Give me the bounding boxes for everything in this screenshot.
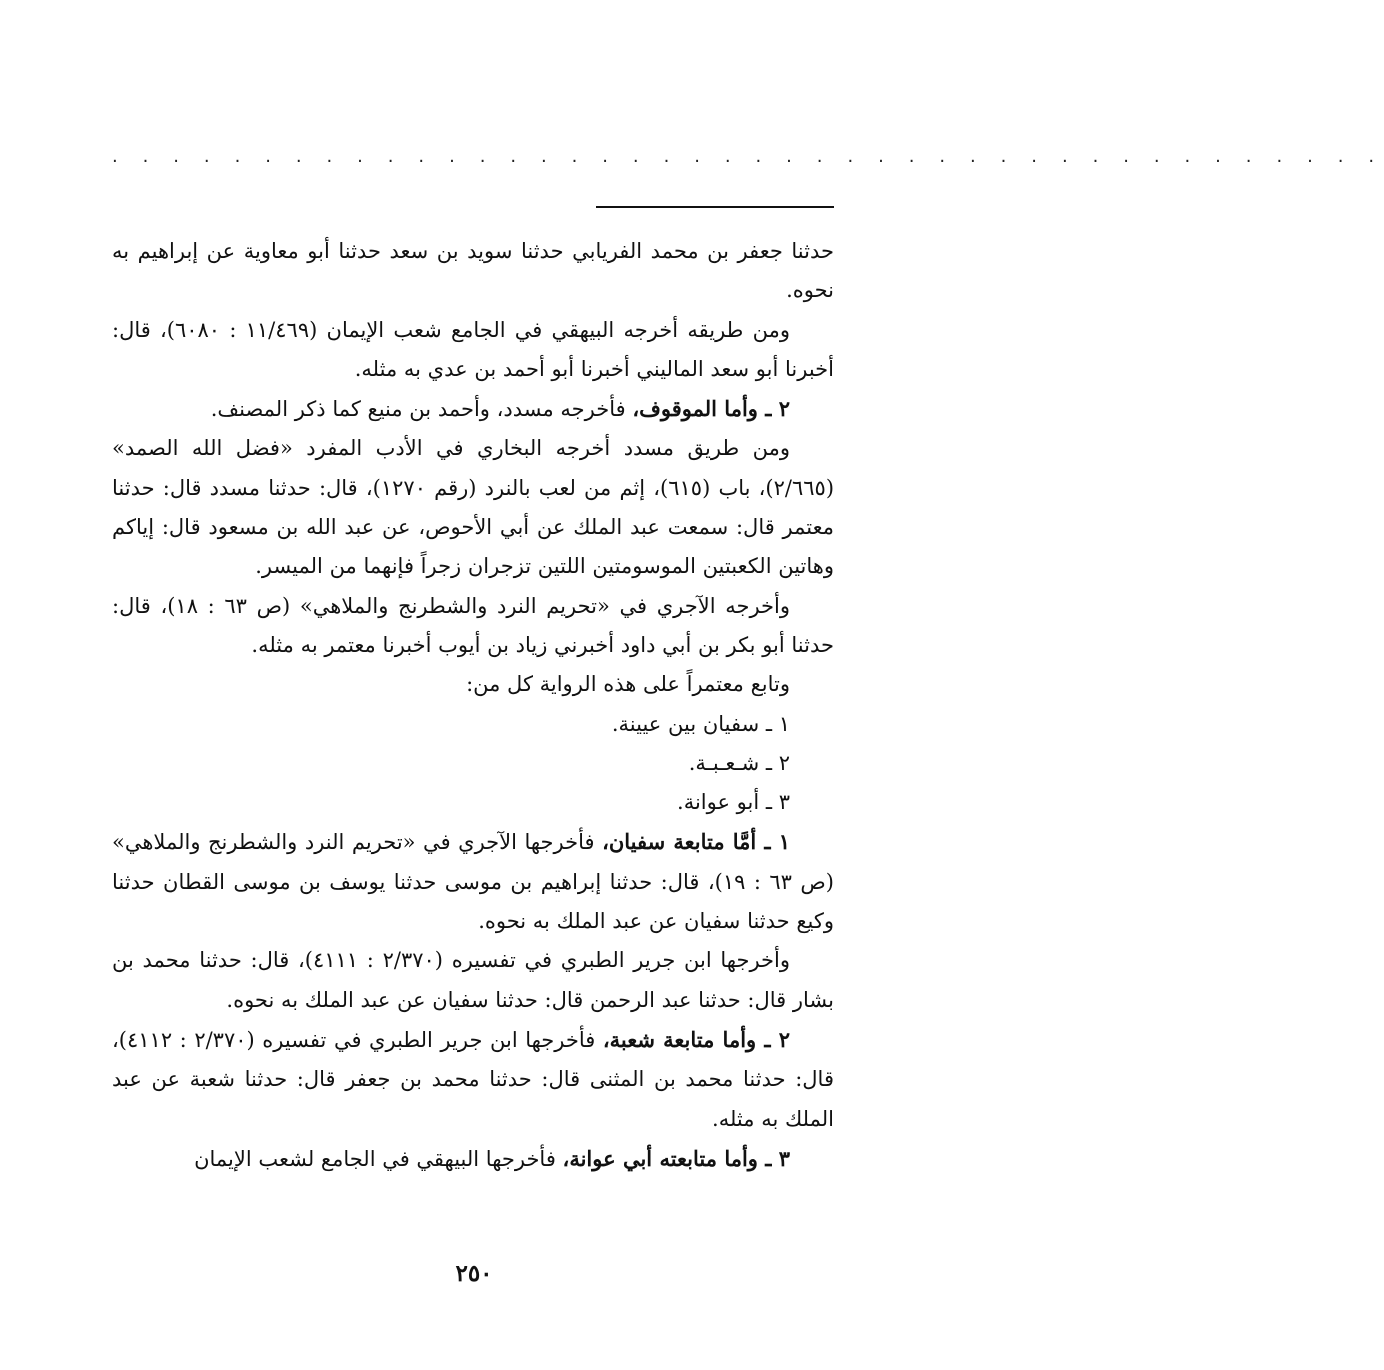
page-number: ٢٥٠ (455, 1260, 493, 1287)
footnote-separator-rule (596, 206, 834, 208)
paragraph-3 (112, 389, 834, 429)
list-item: ٣ ـ أبو عوانة. (677, 790, 790, 815)
dot-leader: . . . . . . . . . . . . . . . . . . . . . . . . . . . . . . . . . . . . . . . . . . (112, 146, 1384, 167)
paragraph-9-heading: ٢ ـ وأما متابعة شعبة، (602, 1026, 790, 1052)
paragraph-3-heading: ٢ ـ وأما الموقوف، (632, 396, 790, 422)
paragraph-7-body: فأخرجها الآجري في «تحريم النرد والشطرنج والملاهي» (ص ٦٣ : ١٩)، قال: حدثنا إبراهيم بن موسى حدثنا يوسف بن موسى القطان حدثنا وكيع حدثنا سفيان عن عبد الملك به نحوه. (112, 830, 834, 934)
paragraph-9-body: فأخرجها ابن جرير الطبري في تفسيره (٢/٣٧٠ : ٤١١٢)، قال: حدثنا محمد بن المثنى قال: حدثنا محمد بن جعفر قال: حدثنا شعبة عن عبد الملك به مثله. (112, 1027, 834, 1131)
paragraph-2: ومن طريقه أخرجه البيهقي في الجامع شعب الإيمان (١١/٤٦٩ : ٦٠٨٠)، قال: أخبرنا أبو سعد الماليني أخبرنا أبو أحمد بن عدي به مثله. (112, 317, 834, 381)
paragraph-6: وتابع معتمراً على هذه الرواية كل من: (466, 672, 790, 697)
paragraph-5: وأخرجه الآجري في «تحريم النرد والشطرنج والملاهي» (ص ٦٣ : ١٨)، قال: حدثنا أبو بكر بن أبي داود أخبرني زياد بن أيوب أخبرنا معتمر به مثله. (112, 593, 834, 657)
paragraph-8: وأخرجها ابن جرير الطبري في تفسيره (٢/٣٧٠ : ٤١١١)، قال: حدثنا محمد بن بشار قال: حدثنا عبد الرحمن قال: حدثنا سفيان عن عبد الملك به نحوه. (112, 948, 834, 1012)
paragraph-10-body: فأخرجها البيهقي في الجامع لشعب الإيمان (194, 1146, 563, 1171)
footnote-text (112, 232, 834, 1179)
paragraph-10-heading: ٣ ـ وأما متابعته أبي عوانة، (562, 1145, 790, 1171)
paragraph-7 (112, 822, 834, 941)
paragraph-9 (112, 1020, 834, 1139)
paragraph-1: حدثنا جعفر بن محمد الفريابي حدثنا سويد بن سعد حدثنا أبو معاوية عن إبراهيم به نحوه. (112, 239, 834, 303)
list-item: ٢ ـ شـعـبـة. (688, 750, 790, 775)
paragraph-7-heading: ١ ـ أمَّا متابعة سفيان، (602, 829, 791, 855)
paragraph-3-body: فأخرجه مسدد، وأحمد بن منيع كما ذكر المصنف. (210, 397, 633, 422)
paragraph-4: ومن طريق مسدد أخرجه البخاري في الأدب المفرد «فضل الله الصمد» (٢/٦٦٥)، باب (٦١٥)، إثم من لعب بالنرد (رقم ١٢٧٠)، قال: حدثنا مسدد قال: حدثنا معتمر قال: سمعت عبد الملك عن أبي الأحوص، عن عبد الله بن مسعود قال: إياكم وهاتين الكعبتين الموسومتين اللتين تزجران زجراً فإنهما من الميسر. (112, 436, 835, 579)
list-item: ١ ـ سفيان بين عيينة. (611, 711, 790, 736)
paragraph-10 (112, 1139, 834, 1179)
